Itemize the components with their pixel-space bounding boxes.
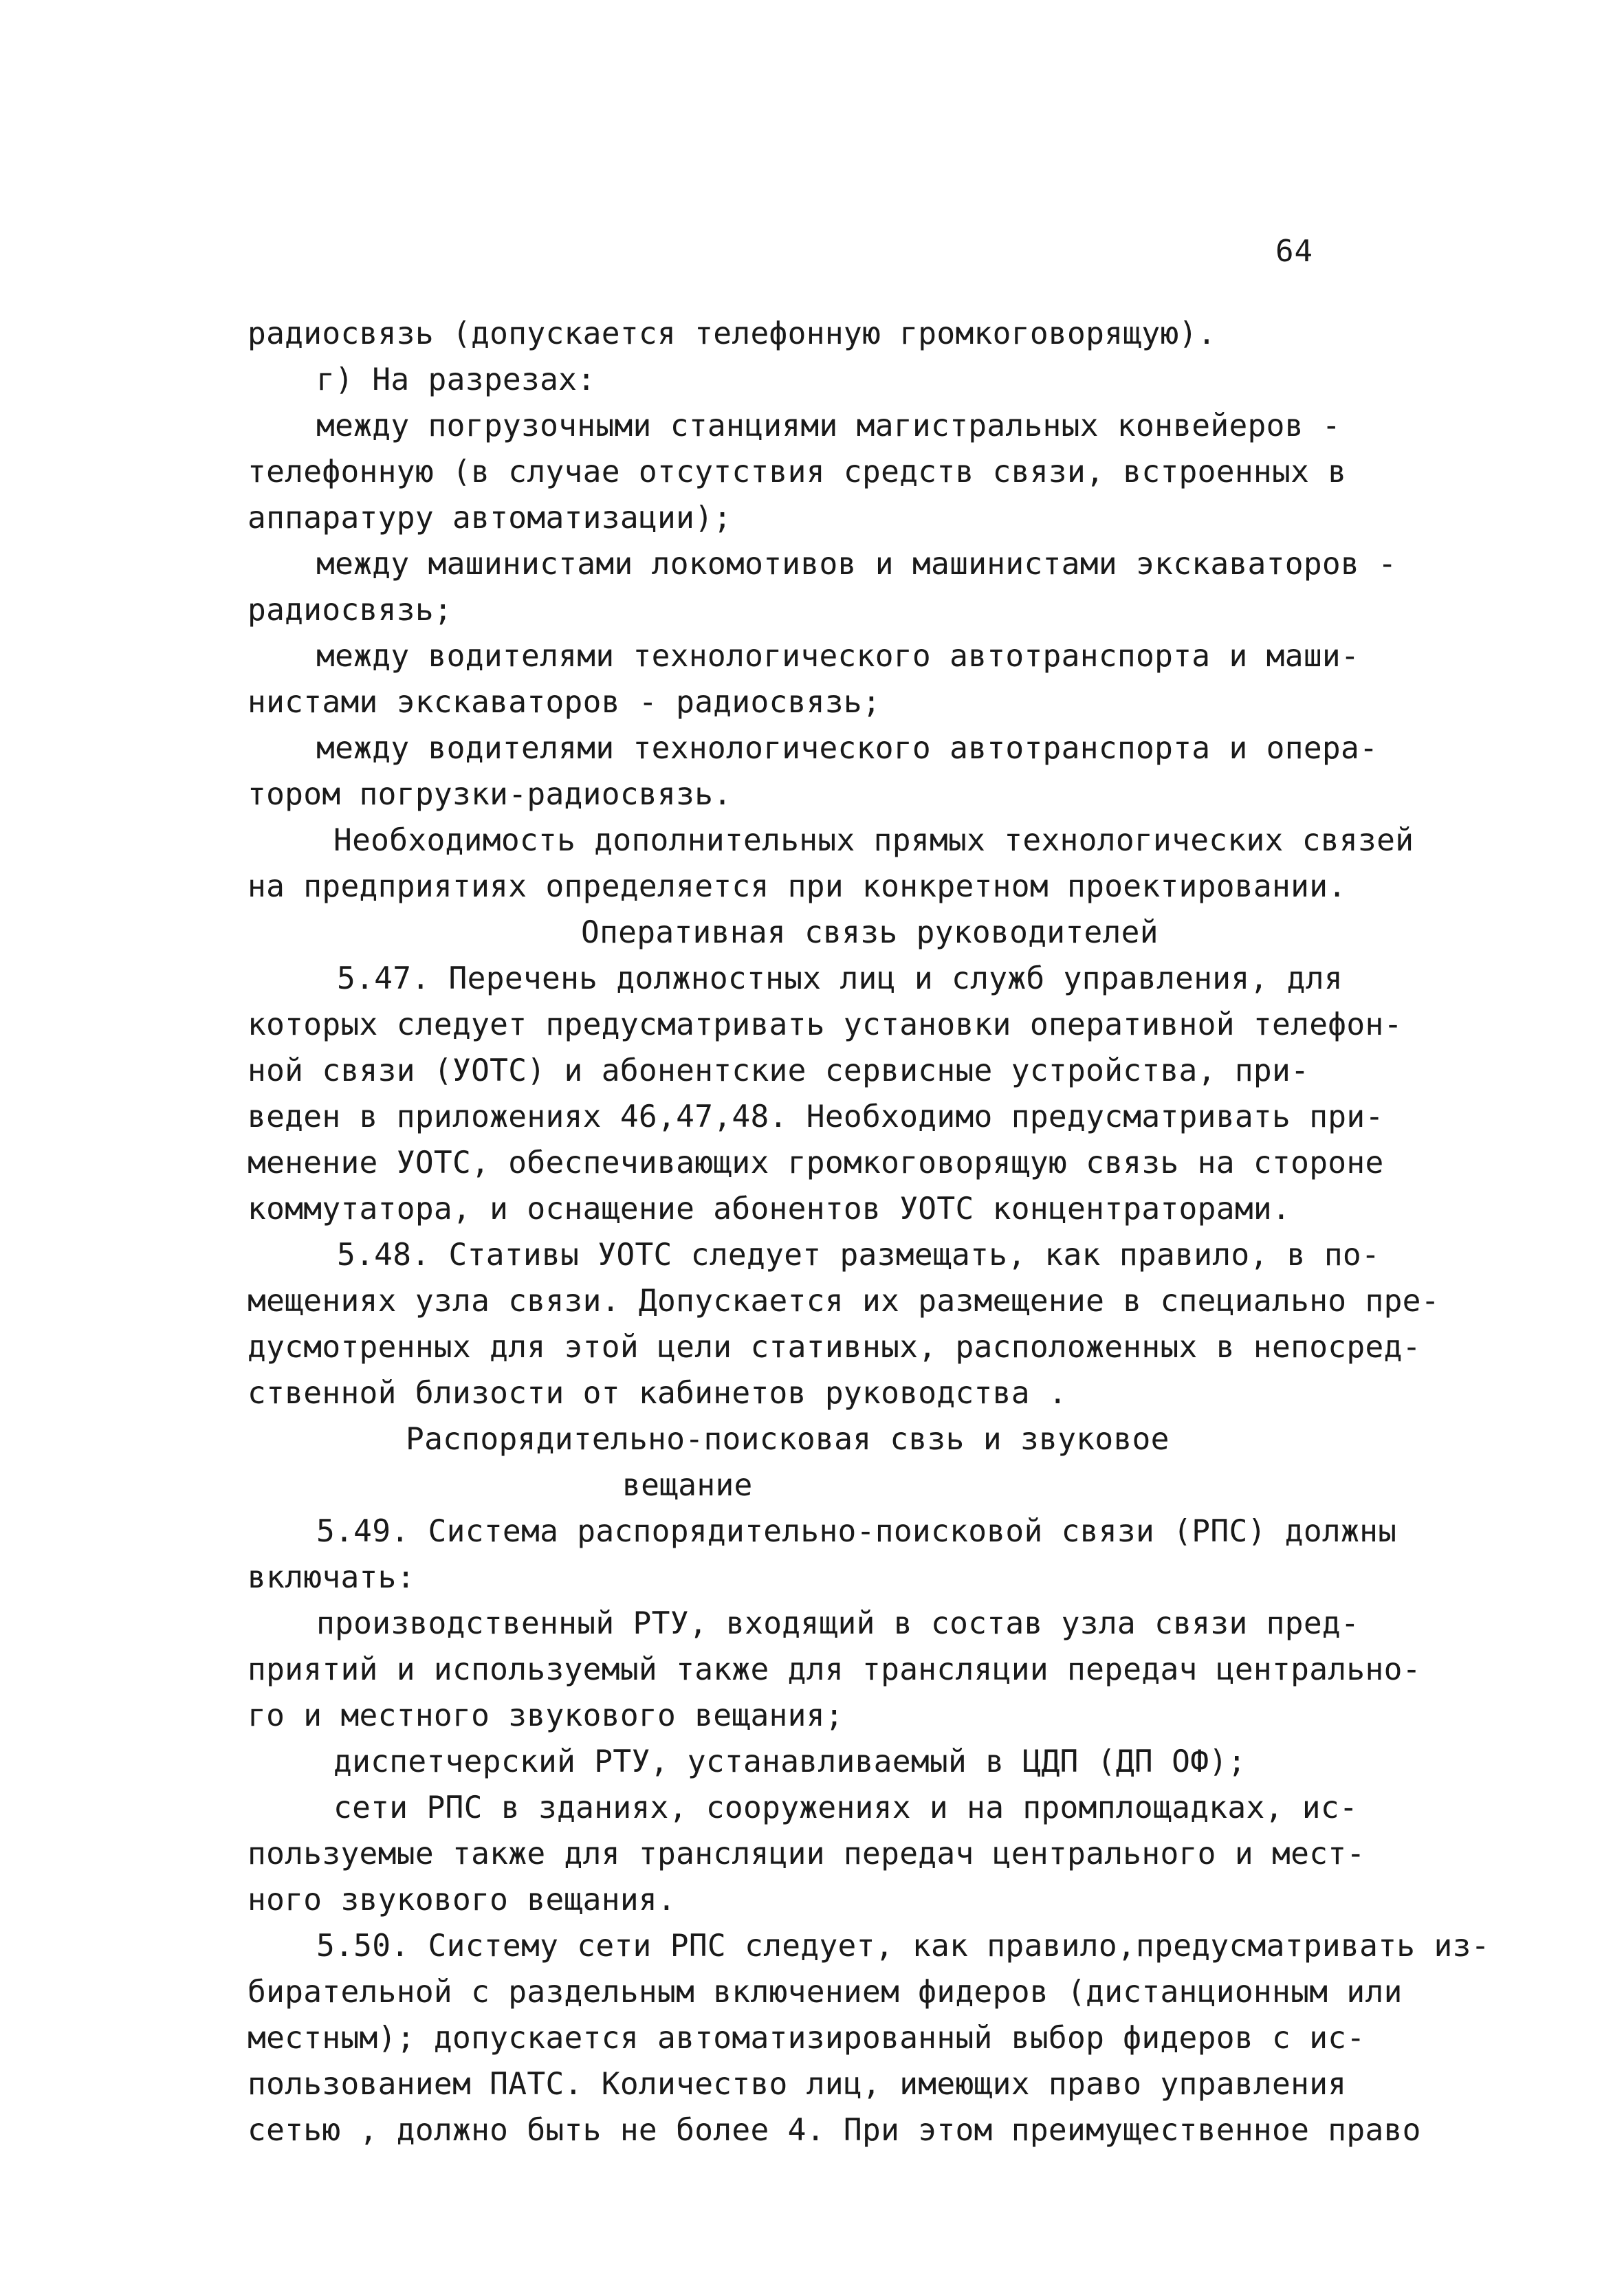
text-line: веден в приложениях 46,47,48. Необходимо предусматривать при- [248, 1099, 1384, 1134]
text-line: местным); допускается автоматизированный выбор фидеров с ис- [248, 2021, 1365, 2056]
text-line: между водителями технологического автотранспорта и маши- [316, 639, 1360, 674]
text-line: радиосвязь (допускается телефонную громкоговорящую). [248, 316, 1216, 351]
text-line: между погрузочными станциями магистральных конвейеров - [316, 408, 1341, 443]
text-line: дусмотренных для этой цели стативных, расположенных в непосред- [248, 1330, 1421, 1365]
page-number: 64 [1275, 234, 1313, 269]
text-line: го и местного звукового вещания; [248, 1698, 844, 1733]
text-line: включать: [248, 1560, 415, 1595]
text-line: радиосвязь; [248, 593, 453, 628]
text-line: нистами экскаваторов - радиосвязь; [248, 685, 881, 720]
text-line: производственный РТУ, входящий в состав узла связи пред- [316, 1606, 1360, 1641]
text-line: коммутатора, и оснащение абонентов УОТС концентраторами. [248, 1192, 1291, 1227]
text-line: между водителями технологического автотранспорта и опера- [316, 731, 1379, 766]
text-line: между машинистами локомотивов и машинистами экскаваторов - [316, 547, 1397, 582]
text-line: аппаратуру автоматизации); [248, 501, 732, 536]
text-line: диспетчерский РТУ, устанавливаемый в ЦДП (ДП ОФ); [333, 1744, 1247, 1779]
text-line: бирательной с раздельным включением фидеров (дистанционным или [248, 1975, 1403, 2010]
text-line: ного звукового вещания. [248, 1882, 677, 1918]
text-line: которых следует предусматривать установки оперативной телефон- [248, 1007, 1403, 1042]
text-line: ной связи (УОТС) и абонентские сервисные устройства, при- [248, 1053, 1310, 1088]
text-line: сетью , должно быть не более 4. При этом преимущественное право [248, 2113, 1421, 2148]
section-heading: Распорядительно-поисковая свзь и звуковое [406, 1422, 1170, 1457]
text-line: мещениях узла связи. Допускается их размещение в специально пре- [248, 1284, 1440, 1319]
text-line: 5.49. Система распорядительно-поисковой связи (РПС) должны [316, 1514, 1397, 1549]
text-line: тором погрузки-радиосвязь. [248, 777, 732, 812]
text-line: на предприятиях определяется при конкретном проектировании. [248, 869, 1347, 904]
text-line: пользованием ПАТС. Количество лиц, имеющих право управления [248, 2067, 1347, 2102]
text-line: приятий и используемый также для трансляции передач центрально- [248, 1652, 1421, 1687]
text-line: менение УОТС, обеспечивающих громкоговорящую связь на стороне [248, 1145, 1384, 1181]
text-line: телефонную (в случае отсутствия средств связи, встроенных в [248, 454, 1347, 490]
text-line: 5.50. Систему сети РПС следует, как правило,предусматривать из- [316, 1929, 1490, 1964]
text-line: пользуемые также для трансляции передач центрального и мест- [248, 1836, 1365, 1871]
text-line: сети РПС в зданиях, сооружениях и на промплощадках, ис- [333, 1790, 1359, 1825]
text-line: 5.47. Перечень должностных лиц и служб управления, для [337, 961, 1343, 996]
text-line: 5.48. Стативы УОТС следует размещать, как правило, в по- [337, 1238, 1381, 1273]
section-heading: Оперативная связь руководителей [581, 915, 1159, 950]
text-line: ственной близости от кабинетов руководства . [248, 1376, 1068, 1411]
section-heading: вещание [622, 1468, 753, 1503]
text-line: г) На разрезах: [316, 362, 596, 397]
text-line: Необходимость дополнительных прямых технологических связей [333, 823, 1414, 858]
body-text [248, 311, 1490, 2153]
